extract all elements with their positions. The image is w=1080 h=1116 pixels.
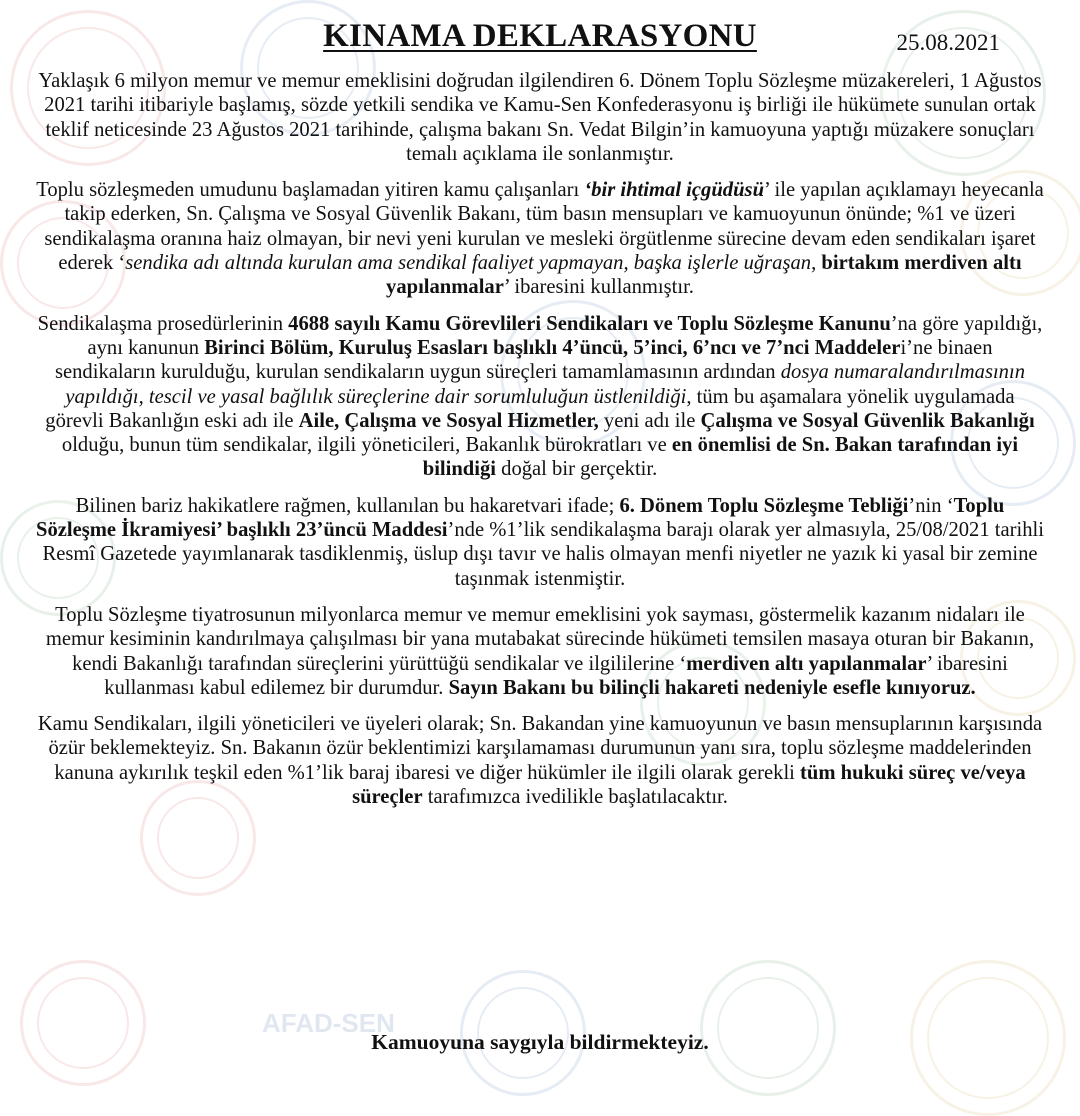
emphasis-text: dosya numaralandırılmasının yapıldığı, tescil ve yasal bağlılık süreçlerine dair sorumluluğun üstlenildiği <box>65 361 1025 408</box>
text-run: yeni adı ile <box>598 409 701 432</box>
text-run: ’ ile yapılan açıklamayı heyecanla takip ederken, Sn. Çalışma ve Sosyal Güvenlik Bakanı, tüm basın mensupları ve kamuoyunun önünde; %1 ve üzeri sendikalaşma oranına haiz olmayan, bir nevi yeni kurulan ve mesleki örgütlenme sürecine devam eden sendikaları işaret ederek ‘ <box>44 179 1044 275</box>
text-run: Yaklaşık 6 milyon memur ve memur emeklisini doğrudan ilgilendiren 6. Dönem Toplu Sözleşme müzakereleri, 1 Ağustos 2021 tarihi itibariyle başlamış, sözde yetkili sendika ve Kamu-Sen Konfederasyonu iş birliği ile hükümete sunulan ortak teklif neticesinde 23 Ağustos 2021 tarihinde, çalışma bakanı Sn. Vedat Bilgin’in kamuoyuna yaptığı müzakere sonuçları temalı açıklama ile sonlanmıştır. <box>38 70 1042 165</box>
text-run: ’ ibaresini kullanmıştır. <box>503 276 694 299</box>
emphasis-text: ‘bir ihtimal içgüdüsü <box>584 179 765 202</box>
emphasis-text: 6. Dönem Toplu Sözleşme Tebliği <box>619 494 909 517</box>
declaration-paragraph <box>36 712 1044 809</box>
watermark-logo <box>20 960 146 1086</box>
text-run: tarafımızca ivedilikle başlatılacaktır. <box>422 786 728 809</box>
declaration-paragraph <box>36 603 1044 700</box>
declaration-body <box>36 69 1044 821</box>
emphasis-text: merdiven altı yapılanmalar <box>686 652 927 675</box>
declaration-paragraph <box>36 312 1044 482</box>
declaration-paragraph <box>36 69 1044 166</box>
declaration-paragraph <box>36 178 1044 299</box>
text-run: ’nde %1’lik sendikalaşma barajı olarak yer almasıyla, 25/08/2021 tarihli Resmî Gazetede yayımlanarak tasdiklenmiş, üslup dışı tavır ve halis olmayan menfi niyetler ne yazık ki yasal bir zemine taşınmak istenmiştir. <box>42 519 1044 590</box>
text-run: Toplu sözleşmeden umudunu başlamadan yitiren kamu çalışanları <box>36 179 585 202</box>
emphasis-text: Birinci Bölüm, Kuruluş Esasları başlıklı 4’üncü, 5’inci, 6’ncı ve 7’nci Maddeler <box>204 336 901 359</box>
emphasis-text: Çalışma ve Sosyal Güvenlik Bakanlığı <box>700 409 1035 432</box>
watermark-text: AFAD-SEN <box>262 1008 395 1038</box>
emphasis-text: sendika adı altında kurulan ama sendikal faaliyet yapmayan, başka işlerle uğraşan <box>125 252 812 275</box>
text-run: , <box>811 252 822 275</box>
text-run: , tüm bu aşamalara yönelik uygulamada görevli Bakanlığın eski adı ile <box>45 385 1015 432</box>
document-date: 25.08.2021 <box>896 30 1000 55</box>
text-run: ’na göre yapıldığı, aynı kanunun <box>87 312 1043 359</box>
text-run: Bilinen bariz hakikatlere rağmen, kullanılan bu hakaretvari ifade; <box>75 494 620 517</box>
text-run: doğal bir gerçektir. <box>496 458 658 481</box>
declaration-paragraph <box>36 494 1044 591</box>
emphasis-text: Aile, Çalışma ve Sosyal Hizmetler, <box>298 409 599 432</box>
text-run: olduğu, bunun tüm sendikalar, ilgili yöneticileri, Bakanlık bürokratları ve <box>61 434 672 457</box>
emphasis-text: en önemlisi de Sn. Bakan tarafından iyi bilindiği <box>422 434 1019 481</box>
emphasis-text: Sayın Bakanı bu bilinçli hakareti nedeniyle esefle kınıyoruz. <box>448 676 976 699</box>
page-title: KINAMA DEKLARASYONU <box>323 18 757 54</box>
text-run: Sendikalaşma prosedürlerinin <box>37 312 289 335</box>
emphasis-text: birtakım merdiven altı yapılanmalar <box>386 252 1022 299</box>
text-run: i’ne binaen sendikaların kurulduğu, kurulan sendikaların uygun süreçleri tamamlamasının ardından <box>54 336 993 384</box>
text-run: ’ ibaresini kullanması kabul edilemez bir durumdur. <box>104 652 1008 699</box>
text-run: ’nin ‘ <box>908 494 954 517</box>
text-run: Kamu Sendikaları, ilgili yöneticileri ve üyeleri olarak; Sn. Bakandan yine kamuoyunun ve basın mensuplarının karşısında özür beklemekteyiz. Sn. Bakanın özür beklentimizi karşılamaması durumunun yanı sıra, toplu sözleşme maddelerinden kanuna aykırılık teşkil eden %1’lik baraj ibaresi ve diğer hükümler ile ilgili olarak gerekli <box>37 713 1043 784</box>
watermark-logo <box>700 960 836 1096</box>
emphasis-text: tüm hukuki süreç ve/veya süreçler <box>352 761 1026 809</box>
emphasis-text: 4688 sayılı Kamu Görevlileri Sendikaları ve Toplu Sözleşme Kanunu <box>288 312 891 335</box>
closing-statement: Kamuoyuna saygıyla bildirmekteyiz. <box>371 1030 709 1054</box>
emphasis-text: Toplu Sözleşme İkramiyesi’ başlıklı 23’üncü Maddesi <box>36 494 1005 542</box>
text-run: Toplu Sözleşme tiyatrosunun milyonlarca memur ve memur emeklisini yok sayması, göstermelik kazanım nidaları ile memur kesiminin kandırılmaya çalışılması bir yana mutabakat sürecinde hükümeti temsilen masaya oturan bir Bakanın, kendi Bakanlığı tarafından süreçlerini yürüttüğü sendikalar ve ilgililerine ‘ <box>45 603 1035 675</box>
